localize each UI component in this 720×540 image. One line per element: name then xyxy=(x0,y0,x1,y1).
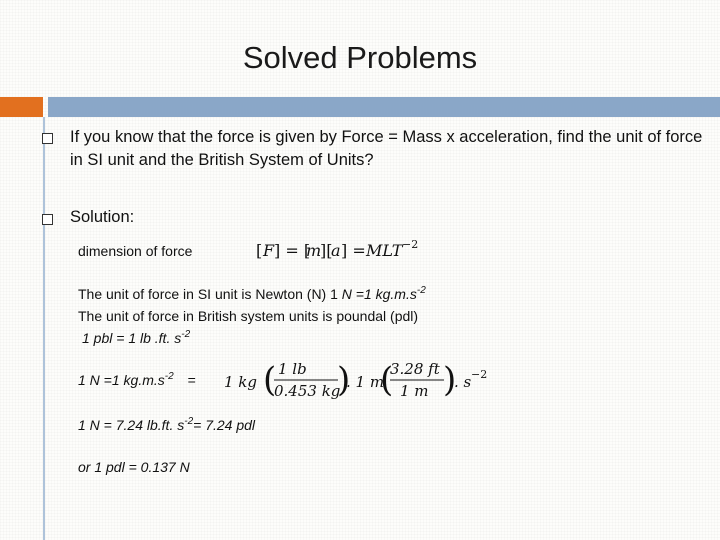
svg-text:][: ][ xyxy=(320,241,333,260)
svg-text:): ) xyxy=(337,360,351,400)
poundal-definition: 1 pbl = 1 lb .ft. $s^{-2}$ xyxy=(82,329,191,346)
frac2-den: 1 m xyxy=(400,382,429,400)
formula-exp: −2 xyxy=(402,238,419,251)
formula-F: F xyxy=(263,241,275,260)
question-text: If you know that the force is given by Force = Mass x acceleration, find the unit of force in SI unit and the British System of Units? xyxy=(70,128,703,169)
svg-text:[: [ xyxy=(256,241,263,260)
accent-bar-blue xyxy=(48,97,720,117)
bullet-square-icon xyxy=(42,133,53,144)
conversion-formula xyxy=(200,355,490,405)
or-line: or 1 pdl = 0.137 N xyxy=(78,459,190,475)
svg-text:] = [: ] = [ xyxy=(274,241,311,260)
si-unit-line: The unit of force in SI unit is Newton (N) 1 N =1 $kg.m.s^{-2}$ xyxy=(78,285,426,302)
svg-text:] =: ] = xyxy=(341,241,366,260)
conversion-lhs: 1 N =1 $kg.m.s^{-2}$ = xyxy=(78,371,196,388)
svg-text:): ) xyxy=(443,360,457,400)
british-unit-line: The unit of force in British system units is poundal (pdl) xyxy=(78,308,419,324)
svg-text:(: ( xyxy=(263,360,277,400)
solution-heading: Solution: xyxy=(70,208,135,226)
formula-rhs: MLT xyxy=(366,241,403,260)
frac2-num: 3.28 ft xyxy=(390,360,440,378)
formula-s-term: . s xyxy=(454,373,472,391)
frac1-den: 0.453 kg xyxy=(274,382,341,400)
result-line: 1 N = 7.24 lb.ft. $s^{-2}= 7.24$ pdl xyxy=(78,416,256,433)
dimension-formula xyxy=(256,236,426,262)
accent-vertical-line xyxy=(43,117,45,540)
formula-one-kg: 1 kg xyxy=(224,373,258,391)
formula-a: a xyxy=(331,241,341,260)
accent-bar-orange xyxy=(0,97,43,117)
formula-one-m: . 1 m xyxy=(346,373,385,391)
formula-s-exp: −2 xyxy=(471,368,488,381)
frac1-num: 1 lb xyxy=(278,360,307,378)
formula-m: m xyxy=(306,241,322,260)
svg-text:(: ( xyxy=(380,360,394,400)
dimension-label: dimension of force xyxy=(78,243,193,259)
slide-title: Solved Problems xyxy=(242,40,478,75)
bullet-square-icon xyxy=(42,214,53,225)
